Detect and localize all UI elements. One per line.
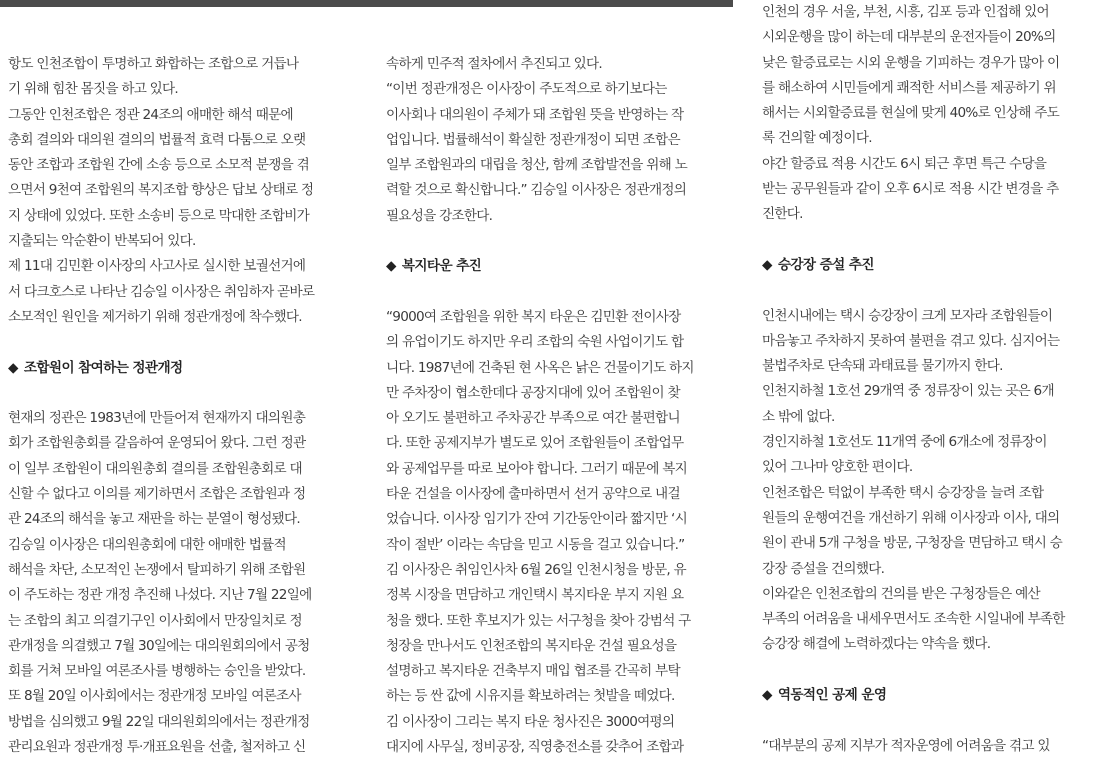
text-line: 기 위해 힘찬 몸짓을 하고 있다.: [8, 81, 179, 98]
text-line: 또 8월 20일 이사회에서는 정관개정 모바일 여론조사: [8, 688, 301, 705]
text-line: 아 오기도 불편하고 주차공간 부족으로 여간 불편합니: [386, 410, 680, 427]
text-line: 의 유업이기도 하지만 우리 조합의 숙원 사업이기도 합: [386, 334, 684, 351]
text-line: 진한다.: [762, 206, 803, 223]
article-column-2: [386, 52, 742, 760]
text-line: 회를 거쳐 모바일 여론조사를 병행하는 승인을 받았다.: [8, 663, 306, 680]
text-line: 원들의 운행여건을 개선하기 위해 이사장과 이사, 대의: [762, 509, 1060, 526]
text-line: 낮은 할증료로는 시외 운행을 기피하는 경우가 많아 이: [762, 54, 1060, 71]
text-line: 이와같은 인천조합의 건의를 받은 구청장들은 예산: [762, 585, 1040, 602]
text-line: 해석을 차단, 소모적인 논쟁에서 탈피하기 위해 조합원: [8, 561, 306, 578]
section-heading-mutual-aid: ◆ 역동적인 공제 운영: [762, 687, 887, 704]
column-1-bylaws-body: [8, 406, 364, 760]
text-line: 야간 할증료 적용 시간도 6시 퇴근 후면 특근 수당을: [762, 155, 1047, 172]
text-line: 동안 조합과 조합원 간에 소송 등으로 소모적 분쟁을 겪: [8, 157, 309, 174]
text-line: 승강장 해결에 노력하겠다는 약속을 했다.: [762, 636, 991, 653]
text-line: 력할 것으로 확신합니다.” 김승일 이사장은 정관개정의: [386, 182, 687, 199]
text-line: 작이 절반’ 이라는 속담을 믿고 시동을 걸고 있습니다.”: [386, 536, 685, 553]
text-line: 제 11대 김민환 이사장의 사고사로 실시한 보궐선거에: [8, 258, 306, 275]
text-line: 었습니다. 이사장 임기가 잔여 기간동안이라 짧지만 ‘시: [386, 511, 687, 528]
text-line: 니다. 1987년에 건축된 현 사옥은 낡은 건물이기도 하지: [386, 359, 694, 376]
text-line: 부족의 어려움을 내세우면서도 조속한 시일내에 부족한: [762, 611, 1065, 628]
text-line: 경인지하철 1호선도 11개역 중에 6개소에 정류장이: [762, 434, 1047, 451]
text-line: 속하게 민주적 절차에서 추진되고 있다.: [386, 56, 602, 72]
text-line: 시외운행을 많이 하는데 대부분의 운전자들이 20%의: [762, 29, 1056, 46]
text-line: 인천시내에는 택시 승강장이 크게 모자라 조합원들이: [762, 307, 1053, 324]
section-heading-bylaws: ◆ 조합원이 참여하는 정관개정: [8, 359, 183, 376]
text-line: 청을 했다. 또한 후보지가 있는 서구청을 찾아 강범석 구: [386, 612, 691, 629]
text-line: 마음놓고 주차하지 못하여 불편을 겪고 있다. 심지어는: [762, 332, 1060, 349]
text-line: 관 24조의 해석을 놓고 재판을 하는 분열이 형성됐다.: [8, 511, 300, 528]
text-line: 청장을 만나서도 인천조합의 복지타운 건설 필요성을: [386, 637, 677, 654]
column-2-intro: [386, 52, 742, 229]
column-1-intro: [8, 52, 364, 330]
column-3-stands-body: [762, 304, 1104, 658]
text-line: 신할 수 없다고 이의를 제기하면서 조합은 조합원과 정: [8, 486, 306, 503]
top-rule: [0, 0, 733, 7]
diamond-bullet-icon: ◆: [762, 256, 772, 273]
diamond-bullet-icon: ◆: [8, 359, 18, 376]
text-line: 하는 등 싼 값에 시유지를 확보하려는 첫발을 떼었다.: [386, 688, 675, 705]
text-line: 대지에 사무실, 정비공장, 직영충전소를 갖추어 조합과: [386, 739, 684, 756]
text-line: 해서는 시외할증료를 현실에 맞게 40%로 인상해 주도: [762, 105, 1060, 122]
text-line: 는 조합의 최고 의결기구인 이사회에서 만장일치로 정: [8, 612, 302, 629]
text-line: 서 다크호스로 나타난 김승일 이사장은 취임하자 곧바로: [8, 283, 315, 300]
text-line: 지 상태에 있었다. 또한 소송비 등으로 막대한 조합비가: [8, 207, 309, 224]
text-line: 인천조합은 턱없이 부족한 택시 승강장을 늘려 조합: [762, 484, 1044, 501]
text-line: 김승일 이사장은 대의원총회에 대한 애매한 법률적: [8, 536, 286, 553]
text-line: 타운 건설을 이사장에 출마하면서 선거 공약으로 내걸: [386, 486, 680, 503]
column-2-welfare-body: [386, 305, 742, 760]
text-line: 이사회나 대의원이 주체가 돼 조합원 뜻을 반영하는 작: [386, 106, 684, 123]
text-line: 만 주차장이 협소한데다 공장지대에 있어 조합원이 찾: [386, 384, 680, 401]
text-line: 이 일부 조합원이 대의원총회 결의를 조합원총회로 대: [8, 460, 302, 477]
text-line: 이 주도하는 정관 개정 추진해 나섰다. 지난 7월 22일에: [8, 587, 312, 604]
text-line: 소모적인 원인을 제거하기 위해 정관개정에 착수했다.: [8, 308, 302, 325]
column-3-aid-body: [762, 734, 1104, 759]
article-column-1: [8, 52, 364, 760]
text-line: 업입니다. 법률해석이 확실한 정관개정이 되면 조합은: [386, 131, 680, 148]
text-line: 항도 인천조합이 투명하고 화합하는 조합으로 거듭나: [8, 56, 299, 72]
text-line: “이번 정관개정은 이사장이 주도적으로 하기보다는: [386, 81, 667, 98]
text-line: 정복 시장을 면담하고 개인택시 복지타운 부지 지원 요: [386, 587, 684, 604]
section-heading-welfare-town: ◆ 복지타운 추진: [386, 258, 482, 275]
diamond-bullet-icon: ◆: [762, 687, 772, 704]
text-line: 방법을 심의했고 9월 22일 대의원회의에서는 정관개정: [8, 713, 310, 730]
text-line: 있어 그나마 양호한 편이다.: [762, 459, 913, 476]
text-line: 다. 또한 공제지부가 별도로 있어 조합원들이 조합업무: [386, 435, 684, 452]
text-line: 지출되는 악순환이 반복되어 있다.: [8, 233, 196, 250]
text-line: 원이 관내 5개 구청을 방문, 구청장을 면담하고 택시 승: [762, 535, 1063, 552]
section-heading-taxi-stands: ◆ 승강장 증설 추진: [762, 256, 874, 273]
text-line: 인천의 경우 서울, 부천, 시흥, 김포 등과 인접해 있어: [762, 4, 1049, 20]
text-line: “대부분의 공제 지부가 적자운영에 어려움을 겪고 있: [762, 737, 1050, 754]
diamond-bullet-icon: ◆: [386, 258, 396, 275]
text-line: 록 건의할 예정이다.: [762, 130, 872, 147]
text-line: 김 이사장이 그리는 복지 타운 청사진은 3000여평의: [386, 713, 675, 730]
text-line: 관리요원과 정관개정 투·개표요원을 선출, 철저하고 신: [8, 739, 306, 756]
text-line: 소 밖에 없다.: [762, 408, 835, 425]
text-line: 강장 증설을 건의했다.: [762, 560, 885, 577]
text-line: 회가 조합원총회를 갈음하여 운영되어 왔다. 그런 정관: [8, 435, 306, 452]
text-line: 인천지하철 1호선 29개역 중 정류장이 있는 곳은 6개: [762, 383, 1054, 400]
text-line: “9000여 조합원을 위한 복지 타운은 김민환 전이사장: [386, 308, 681, 325]
text-line: 필요성을 강조한다.: [386, 207, 493, 224]
article-column-3: [762, 0, 1104, 759]
text-line: 현재의 정관은 1983년에 만들어져 현재까지 대의원총: [8, 410, 306, 427]
text-line: 와 공제업무를 따로 보아야 합니다. 그러기 때문에 복지: [386, 460, 687, 477]
text-line: 를 해소하여 시민들에게 쾌적한 서비스를 제공하기 위: [762, 79, 1056, 96]
text-line: 김 이사장은 취임인사차 6월 26일 인천시청을 방문, 유: [386, 561, 686, 578]
text-line: 그동안 인천조합은 정관 24조의 애매한 해석 때문에: [8, 106, 293, 123]
column-3-intro: [762, 0, 1104, 228]
text-line: 불법주차로 단속돼 과태료를 물기까지 한다.: [762, 358, 1003, 375]
text-line: 으면서 9천여 조합원의 복지조합 향상은 답보 상태로 정: [8, 182, 314, 199]
text-line: 받는 공무원들과 같이 오후 6시로 적용 시간 변경을 추: [762, 181, 1059, 198]
text-line: 일부 조합원과의 대립을 청산, 함께 조합발전을 위해 노: [386, 157, 687, 174]
text-line: 설명하고 복지타운 건축부지 매입 협조를 간곡히 부탁: [386, 663, 680, 680]
text-line: 총회 결의와 대의원 결의의 법률적 효력 다툼으로 오랫: [8, 131, 306, 148]
text-line: 관개정을 의결했고 7월 30일에는 대의원회의에서 공청: [8, 637, 310, 654]
